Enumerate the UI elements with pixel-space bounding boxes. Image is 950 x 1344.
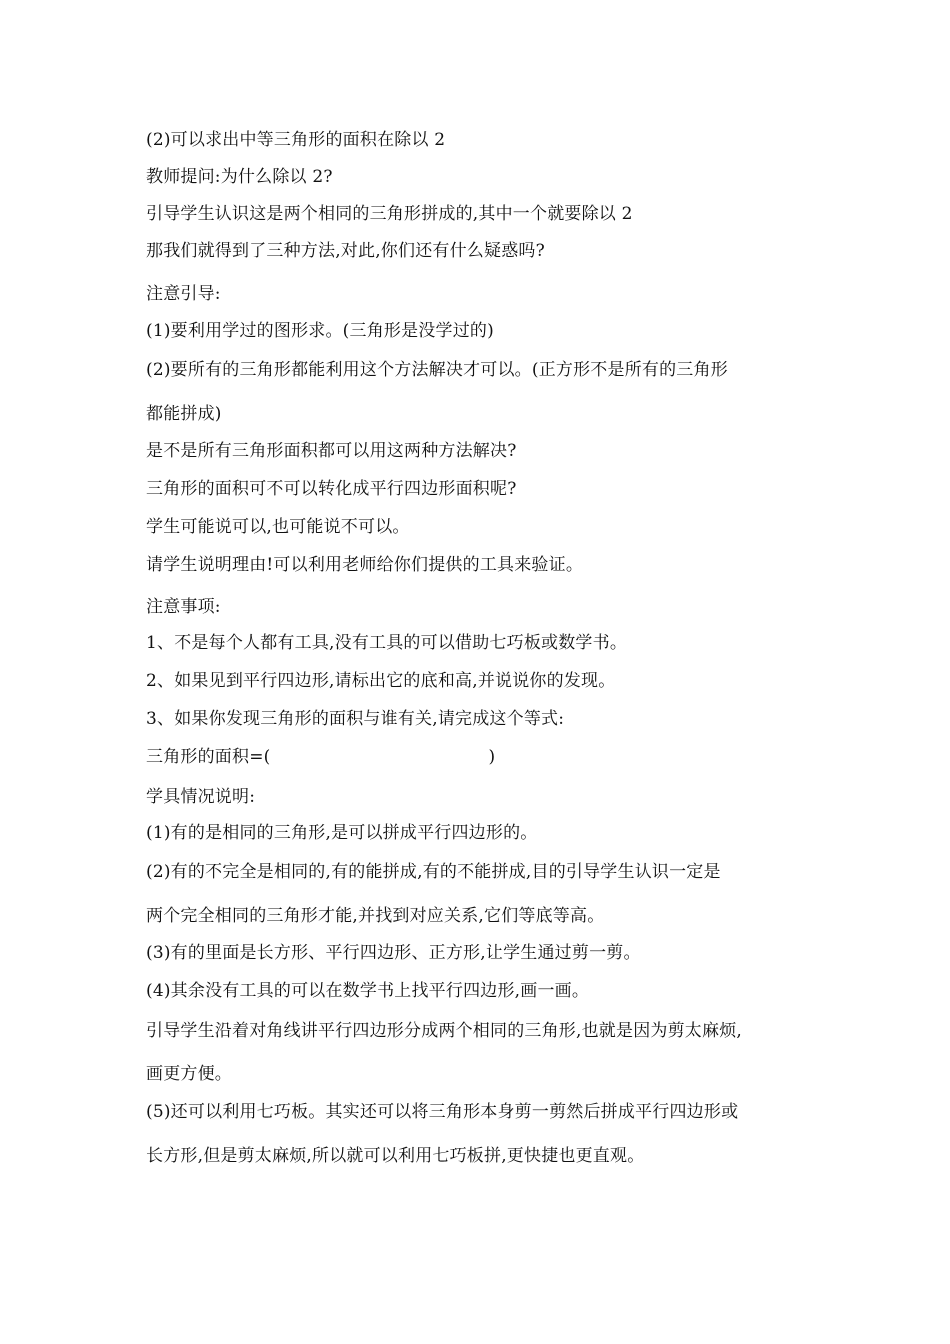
formula-suffix: ) [488,747,496,767]
text-line: 请学生说明理由!可以利用老师给你们提供的工具来验证。 [146,555,584,575]
text-line: 都能拼成) [146,404,222,424]
section-heading: 注意引导: [146,284,221,304]
text-line: 画更方便。 [146,1064,232,1084]
text-line: 那我们就得到了三种方法,对此,你们还有什么疑惑吗? [146,241,545,261]
text-line: (2)要所有的三角形都能利用这个方法解决才可以。(正方形不是所有的三角形 [146,360,728,380]
text-line: (1)要利用学过的图形求。(三角形是没学过的) [146,321,494,341]
formula-prefix: 三角形的面积=( [146,747,271,767]
text-line: 长方形,但是剪太麻烦,所以就可以利用七巧板拼,更快捷也更直观。 [146,1146,645,1166]
formula-line [146,746,826,768]
text-line: 引导学生沿着对角线讲平行四边形分成两个相同的三角形,也就是因为剪太麻烦, [146,1021,743,1041]
text-line: 学生可能说可以,也可能说不可以。 [146,517,410,537]
text-line: (3)有的里面是长方形、平行四边形、正方形,让学生通过剪一剪。 [146,943,641,963]
text-line: 引导学生认识这是两个相同的三角形拼成的,其中一个就要除以 2 [146,204,633,224]
section-heading: 学具情况说明: [146,787,256,807]
text-line: 教师提问:为什么除以 2? [146,167,333,187]
text-line: (1)有的是相同的三角形,是可以拼成平行四边形的。 [146,823,538,843]
text-line: (2)有的不完全是相同的,有的能拼成,有的不能拼成,目的引导学生认识一定是 [146,862,721,882]
text-line: 三角形的面积可不可以转化成平行四边形面积呢? [146,479,517,499]
text-line: 3、如果你发现三角形的面积与谁有关,请完成这个等式: [146,709,565,729]
text-line: 是不是所有三角形面积都可以用这两种方法解决? [146,441,517,461]
text-line: 2、如果见到平行四边形,请标出它的底和高,并说说你的发现。 [146,671,616,691]
text-line: (4)其余没有工具的可以在数学书上找平行四边形,画一画。 [146,981,590,1001]
text-line: 1、不是每个人都有工具,没有工具的可以借助七巧板或数学书。 [146,633,628,653]
section-heading: 注意事项: [146,597,221,617]
text-line: (2)可以求出中等三角形的面积在除以 2 [146,130,446,150]
text-line: (5)还可以利用七巧板。其实还可以将三角形本身剪一剪然后拼成平行四边形或 [146,1102,739,1122]
text-line: 两个完全相同的三角形才能,并找到对应关系,它们等底等高。 [146,906,605,926]
